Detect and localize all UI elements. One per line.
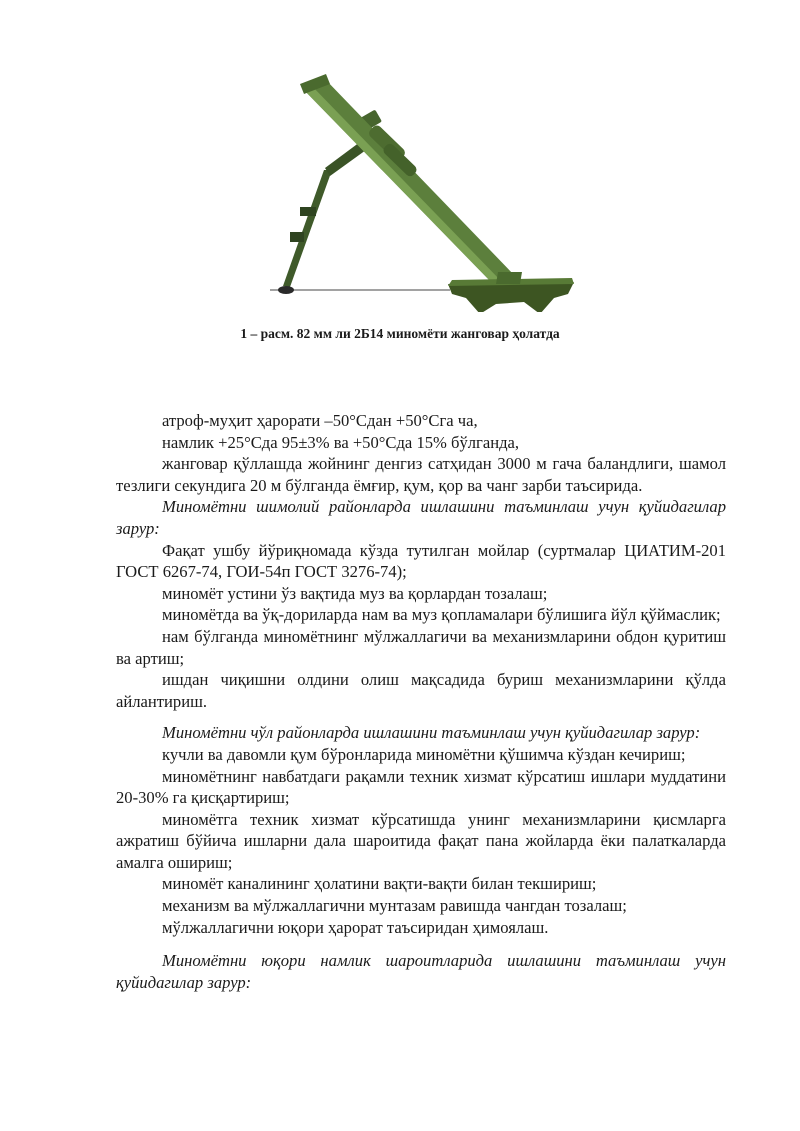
list-item: нам бўлганда миномётнинг мўлжаллагичи ва механизмларини обдон қуритиш ва артиш;	[116, 626, 726, 668]
list-item: миномётнинг навбатдаги рақамли техник хизмат кўрсатиш ишлари муддатини 20-30% га қисқартириш;	[116, 766, 726, 808]
paragraph-altitude: жанговар қўллашда жойнинг денгиз сатҳидан 3000 м гача баландлиги, шамол тезлиги секундига 20 м бўлганда ёмғир, қум, қор ва чанг зарби таъсирида.	[116, 454, 726, 495]
heading-northern: Миномётни шимолий районларда ишлашини таъминлаш учун қуйидагилар зарур:	[116, 497, 726, 538]
list-item: Фақат ушбу йўриқномада кўзда тутилган мойлар (суртмалар ЦИАТИМ-201 ГОСТ 6267-74, ГОИ-54п ГОСТ 3276-74);	[116, 540, 726, 582]
list-item: миномёт устини ўз вақтида муз ва қорлардан тозалаш;	[162, 583, 548, 603]
list-item: миномётга техник хизмат кўрсатишда унинг механизмларини қисмларга ажратиш бўйича ишларни дала шароитида фақат пана жойларда ёки палаткаларда амалга ошириш;	[116, 809, 726, 872]
list-item: мўлжаллагични юқори ҳарорат таъсиридан ҳимоялаш.	[162, 917, 549, 937]
paragraph-humidity: намлик +25°Сда 95±3% ва +50°Сда 15% бўлганда,	[162, 432, 520, 452]
heading-desert: Миномётни чўл районларда ишлашини таъминлаш учун қуйидагилар зарур:	[162, 723, 701, 743]
figure-caption: 1 – расм. 82 мм ли 2Б14 миномёти жанговар ҳолатда	[240, 326, 560, 341]
paragraph-temperature: атроф-муҳит ҳарорати –50°Сдан +50°Сга ча,	[162, 411, 478, 430]
heading-humidity: Миномётни юқори намлик шароитларида ишлашини таъминлаш учун қуйидагилар зарур:	[116, 951, 726, 992]
mortar-illustration-icon	[240, 72, 590, 312]
list-item: миномётда ва ўқ-дориларда нам ва муз қопламалари бўлишига йўл қўймаслик;	[162, 605, 721, 625]
list-item: кучли ва давомли қум бўронларида миномётни қўшимча кўздан кечириш;	[162, 744, 686, 764]
list-item: механизм ва мўлжаллагични мунтазам равишда чангдан тозалаш;	[162, 896, 627, 916]
list-item: миномёт каналининг ҳолатини вақти-вақти билан текшириш;	[162, 874, 597, 894]
list-item: ишдан чиқишни олдини олиш мақсадида буриш механизмларини қўлда айлантириш.	[116, 670, 726, 711]
body-text	[116, 410, 726, 993]
